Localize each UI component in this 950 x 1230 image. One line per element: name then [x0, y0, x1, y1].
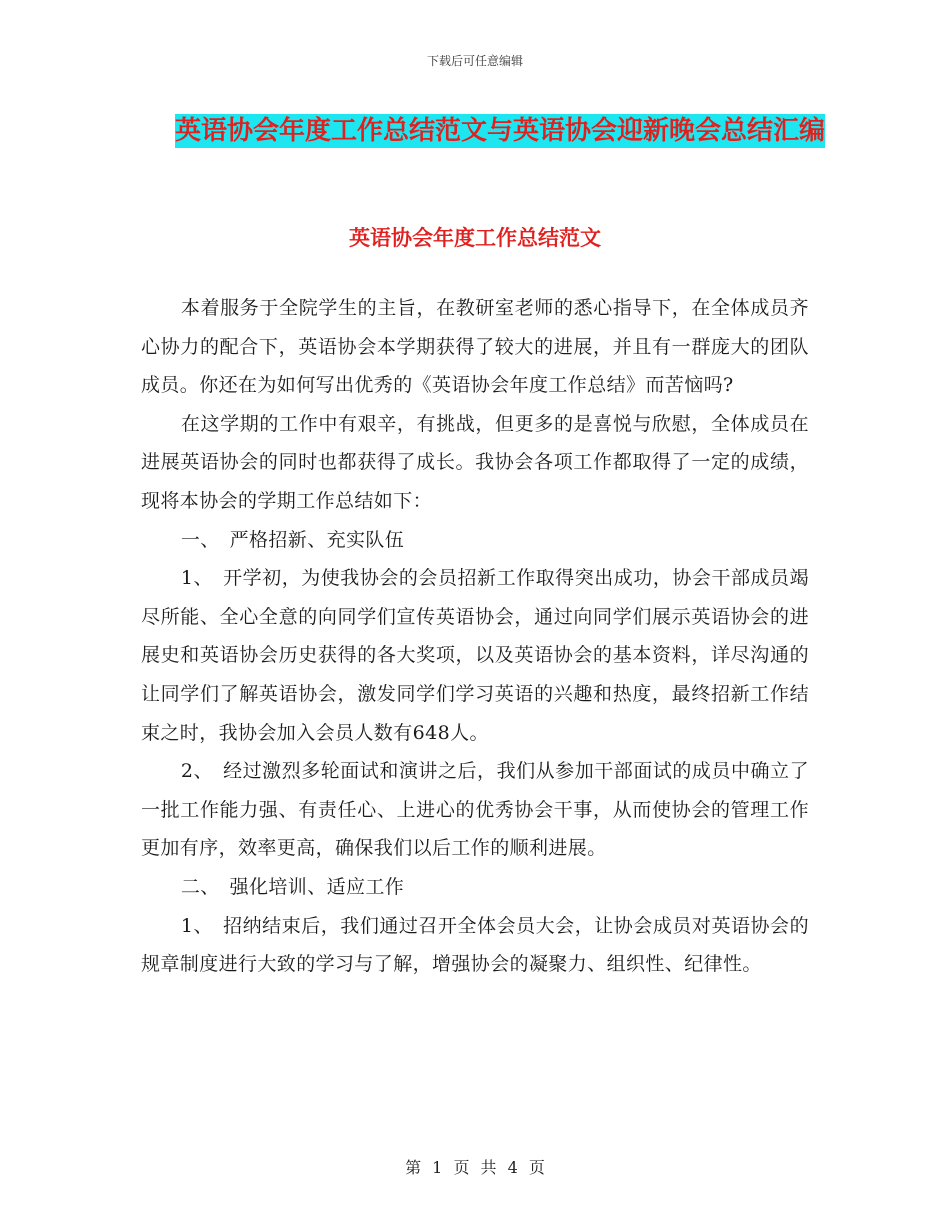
- paragraph-heading: 一、 严格招新、充实队伍: [180, 528, 405, 551]
- paragraph: 1、 开学初，为使我协会的会员招新工作取得突出成功，协会干部成员竭尽所能、全心全意的向同学们宣传英语协会，通过向同学们展示英语协会的进展史和英语协会历史获得的各大奖项，以及英语协会的基本资料，详尽沟通的让同学们了解英语协会，激发同学们学习英语的兴趣和热度，最终招新工作结束之时，我协会加入会员人数有648人。: [141, 567, 809, 744]
- paragraph: 1、 招纳结束后，我们通过召开全体会员大会，让协会成员对英语协会的规章制度进行大致的学习与了解，增强协会的凝聚力、组织性、纪律性。: [141, 914, 809, 976]
- page-header-note: 下载后可任意编辑: [426, 54, 523, 68]
- document-body: [141, 289, 809, 984]
- document-title-text: 英语协会年度工作总结范文与英语协会迎新晚会总结汇编: [174, 116, 825, 146]
- section-title: 英语协会年度工作总结范文: [349, 226, 601, 250]
- paragraph-heading: 二、 强化培训、适应工作: [180, 875, 405, 898]
- paragraph: 本着服务于全院学生的主旨，在教研室老师的悉心指导下，在全体成员齐心协力的配合下，英语协会本学期获得了较大的进展，并且有一群庞大的团队成员。你还在为如何写出优秀的《英语协会年度工作总结》而苦恼吗?: [141, 297, 809, 397]
- page-footer: 第 1 页 共 4 页: [405, 1158, 545, 1177]
- paragraph: 在这学期的工作中有艰辛，有挑战，但更多的是喜悦与欣慰，全体成员在进展英语协会的同时也都获得了成长。我协会各项工作都取得了一定的成绩，现将本协会的学期工作总结如下：: [141, 412, 809, 512]
- document-title: [140, 108, 860, 154]
- paragraph: 2、 经过激烈多轮面试和演讲之后，我们从参加干部面试的成员中确立了一批工作能力强、有责任心、上进心的优秀协会干事，从而使协会的管理工作更加有序，效率更高，确保我们以后工作的顺利进展。: [141, 760, 809, 860]
